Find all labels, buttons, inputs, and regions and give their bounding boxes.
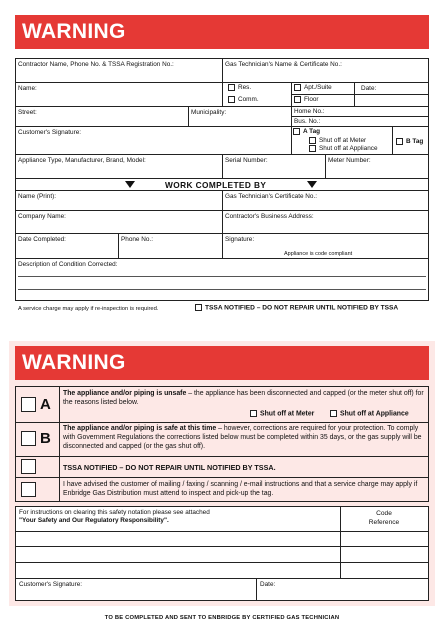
a-shut-meter-option[interactable]	[250, 410, 314, 417]
option-a-letter: A	[40, 396, 51, 413]
contractor-label: Contractor Name, Phone No. & TSSA Registration No.:	[18, 61, 174, 68]
customer-sig-label: Customer's Signature:	[18, 129, 82, 136]
date-label: Date:	[361, 85, 377, 92]
option-b-text-bold: The appliance and/or piping is safe at this time	[63, 425, 217, 432]
shut-meter-checkbox[interactable]	[309, 137, 316, 144]
bottom-date-label: Date:	[260, 581, 276, 588]
option-b-checkbox[interactable]	[21, 431, 36, 446]
shut-appliance-checkbox[interactable]	[309, 145, 316, 152]
tssa-notified-checkbox[interactable]	[195, 304, 202, 311]
tssa-notified-note: TSSA NOTIFIED – DO NOT REPAIR UNTIL NOTIFIED BY TSSA	[205, 304, 399, 312]
option-a-text-body: – the appliance has been disconnected and capped (or the meter shut off) for the reasons listed below.	[63, 390, 424, 406]
work-completed-label: WORK COMPLETED BY	[165, 179, 267, 190]
appliance-type-label: Appliance Type, Manufacturer, Brand, Model:	[18, 157, 146, 164]
instructions-line-1: For instructions on clearing this safety notation please see attached	[19, 509, 210, 516]
a-shut-appliance-option[interactable]	[330, 410, 409, 417]
footer-note: TO BE COMPLETED AND SENT TO ENBRIDGE BY CERTIFIED GAS TECHNICIAN	[104, 615, 340, 621]
floor-option[interactable]	[294, 96, 319, 104]
res-option[interactable]	[228, 84, 251, 92]
bottom-customer-sig-label: Customer's Signature:	[19, 581, 83, 588]
option-a-text	[63, 389, 425, 407]
a-tag-option[interactable]	[293, 128, 320, 136]
arrow-down-left-icon	[125, 181, 135, 188]
shut-meter-label: Shut off at Meter	[319, 137, 367, 145]
arrow-down-right-icon	[307, 181, 317, 188]
res-checkbox[interactable]	[228, 84, 235, 91]
advised-text: I have advised the customer of mailing / faxing / scanning / e-mail instructions and that a service charge may apply if Enbridge Gas Distribution must attend to inspect and pick-up the tag.	[63, 481, 418, 497]
home-no-label: Home No.:	[294, 108, 325, 115]
shut-appliance-label: Shut off at Appliance	[319, 145, 378, 153]
shut-appliance-option[interactable]	[309, 145, 378, 153]
tssa-text: TSSA NOTIFIED – DO NOT REPAIR UNTIL NOTIFIED BY TSSA.	[63, 463, 276, 472]
a-shut-meter-label: Shut off at Meter	[260, 410, 315, 418]
date-completed-label: Date Completed:	[18, 236, 66, 243]
bottom-warning-title: WARNING	[22, 351, 126, 374]
contractor-addr-label: Contractor's Business Address:	[225, 213, 314, 220]
instructions-line-2: "Your Safety and Our Regulatory Responsibility".	[19, 517, 169, 524]
top-warning-banner	[15, 15, 429, 49]
street-label: Street:	[18, 109, 37, 116]
b-tag-label: B Tag	[406, 138, 424, 146]
a-tag-label: A Tag	[303, 128, 321, 136]
floor-label: Floor	[304, 96, 319, 104]
service-charge-note: A service charge may apply if re-inspection is required.	[18, 306, 159, 312]
name-label: Name:	[18, 85, 37, 92]
company-label: Company Name:	[18, 213, 66, 220]
name-print-label: Name (Print):	[18, 193, 56, 200]
option-b-text-body: – however, corrections are required for your protection. To comply with Government Regulations the corrections listed below must be completed within 35 days, or the gas supply will be disconnected and capped (or the gas shut off).	[63, 425, 422, 450]
meter-label: Meter Number:	[328, 157, 371, 164]
res-label: Res.	[238, 84, 252, 92]
apt-checkbox[interactable]	[294, 84, 301, 91]
advised-checkbox[interactable]	[21, 482, 36, 497]
a-tag-checkbox[interactable]	[293, 128, 300, 135]
appliance-compliant-label: Appliance is code compliant	[284, 251, 353, 257]
apt-option[interactable]	[294, 84, 332, 92]
b-tag-checkbox[interactable]	[396, 138, 403, 145]
municipality-label: Municipality:	[191, 109, 227, 116]
option-b-letter: B	[40, 430, 51, 447]
gas-cert-label: Gas Technician's Certificate No.:	[225, 193, 318, 200]
serial-label: Serial Number:	[225, 157, 268, 164]
a-shut-appliance-checkbox[interactable]	[330, 410, 337, 417]
a-shut-appliance-label: Shut off at Appliance	[340, 410, 409, 418]
bottom-warning-banner	[15, 346, 429, 380]
phone-label: Phone No.:	[121, 236, 153, 243]
option-a-checkbox[interactable]	[21, 397, 36, 412]
option-a-text-bold: The appliance and/or piping is unsafe	[63, 390, 187, 397]
shut-meter-option[interactable]	[309, 137, 366, 145]
top-warning-title: WARNING	[22, 20, 126, 43]
comm-option[interactable]	[228, 96, 259, 104]
code-reference-label: Code Reference	[368, 510, 400, 526]
option-b-text	[63, 424, 425, 451]
work-completed-row	[15, 178, 429, 190]
condition-line-1	[18, 276, 426, 277]
signature-label: Signature:	[225, 236, 255, 243]
comm-checkbox[interactable]	[228, 96, 235, 103]
tssa-notified-option[interactable]	[195, 304, 398, 311]
b-tag-option[interactable]	[396, 138, 423, 146]
comm-label: Comm.	[238, 96, 259, 104]
condition-line-2	[18, 289, 426, 290]
bus-no-label: Bus. No.:	[294, 118, 321, 125]
gas-tech-label: Gas Technician's Name & Certificate No.:	[225, 61, 342, 68]
apt-label: Apt./Suite	[304, 84, 332, 92]
tssa-checkbox[interactable]	[21, 459, 36, 474]
floor-checkbox[interactable]	[294, 96, 301, 103]
a-shut-meter-checkbox[interactable]	[250, 410, 257, 417]
condition-label: Description of Condition Corrected:	[18, 261, 118, 268]
